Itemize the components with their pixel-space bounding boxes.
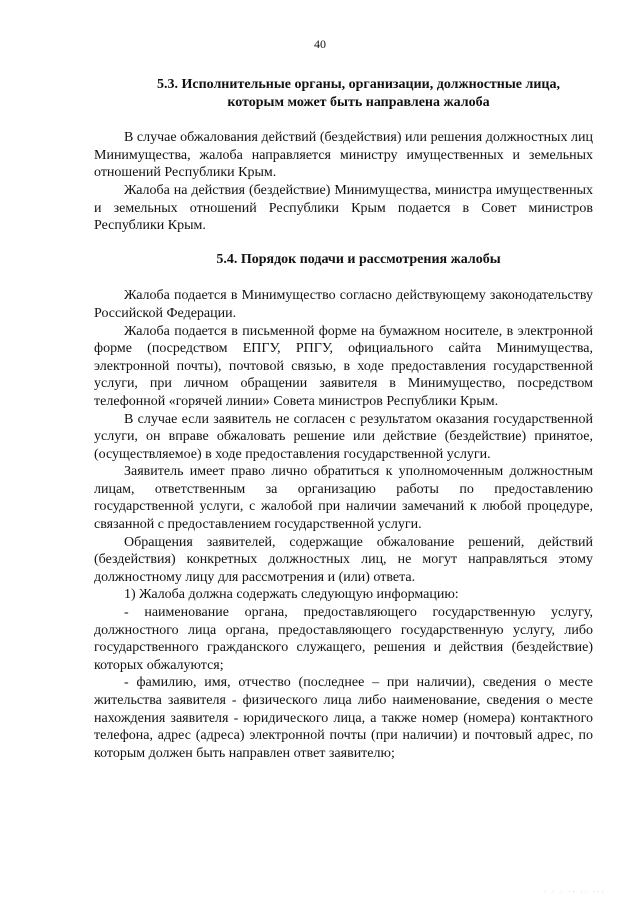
paragraph: В случае если заявитель не согласен с результатом оказания государственной услуги, он вправе обжаловать решение или действие (бездействие) принятое, (осуществляемое) в ходе предоставления государственной услуги. [94, 411, 593, 462]
section-5-4-heading: 5.4. Порядок подачи и рассмотрения жалобы [216, 251, 501, 267]
section-5-3-heading [94, 76, 593, 111]
paragraph: Заявитель имеет право лично обратиться к уполномоченным должностным лицам, ответственным за организацию работы по предоставлению государственной услуги, с жалобой при наличии замечаний к любой процедуре, связанной с предоставлением государственной услуги. [94, 464, 593, 533]
scan-artifact: · · · ·· ·· ··· [543, 888, 606, 896]
page-number: 40 [314, 37, 326, 51]
page-content [94, 76, 593, 762]
list-item: - наименование органа, предоставляющего государственную услугу, должностного лица органа, предоставляющего государственную услугу, либо государственного гражданского служащего, решения и действия (бездействие) которых обжалуются; [94, 605, 593, 673]
list-item: - фамилию, имя, отчество (последнее – при наличии), сведения о месте жительства заявителя - физического лица либо наименование, сведения о месте нахождения заявителя - юридического лица, а также номер (номера) контактного телефона, адрес (адреса) электронной почты (при наличии) и почтовый адрес, по которым должен быть направлен ответ заявителю; [94, 675, 593, 761]
section-5-3-heading-line2: которым может быть направлена жалоба [227, 94, 490, 110]
section-5-3-heading-line1: 5.3. Исполнительные органы, организации, должностные лица, [156, 77, 561, 92]
section-5-4-body [94, 287, 593, 762]
spacer [94, 111, 593, 129]
paragraph: Жалоба на действия (бездействие) Минимущества, министра имущественных и земельных отношений Республики Крым подается в Совет министров Республики Крым. [94, 182, 593, 234]
paragraph: Обращения заявителей, содержащие обжалование решений, действий (бездействия) конкретных должностных лиц, не могут направляться этому должностному лицу для рассмотрения и (или) ответа. [94, 534, 593, 585]
list-intro: 1) Жалоба должна содержать следующую информацию: [124, 587, 459, 603]
paragraph: Жалоба подается в Минимущество согласно действующему законодательству Российской Федерации. [94, 288, 593, 321]
section-5-3-body [94, 129, 593, 235]
paragraph: Жалоба подается в письменной форме на бумажном носителе, в электронной форме (посредством ЕПГУ, РПГУ, официального сайта Минимущества, электронной почты), почтовой связью, в ходе предоставления государственной услуги, при личном обращении заявителя в Минимущество, посредством телефонной «горячей линии» Совета министров Республики Крым. [94, 323, 593, 409]
paragraph: В случае обжалования действий (бездействия) или решения должностных лиц Минимущества, жалоба направляется министру имущественных и земельных отношений Республики Крым. [94, 130, 593, 181]
